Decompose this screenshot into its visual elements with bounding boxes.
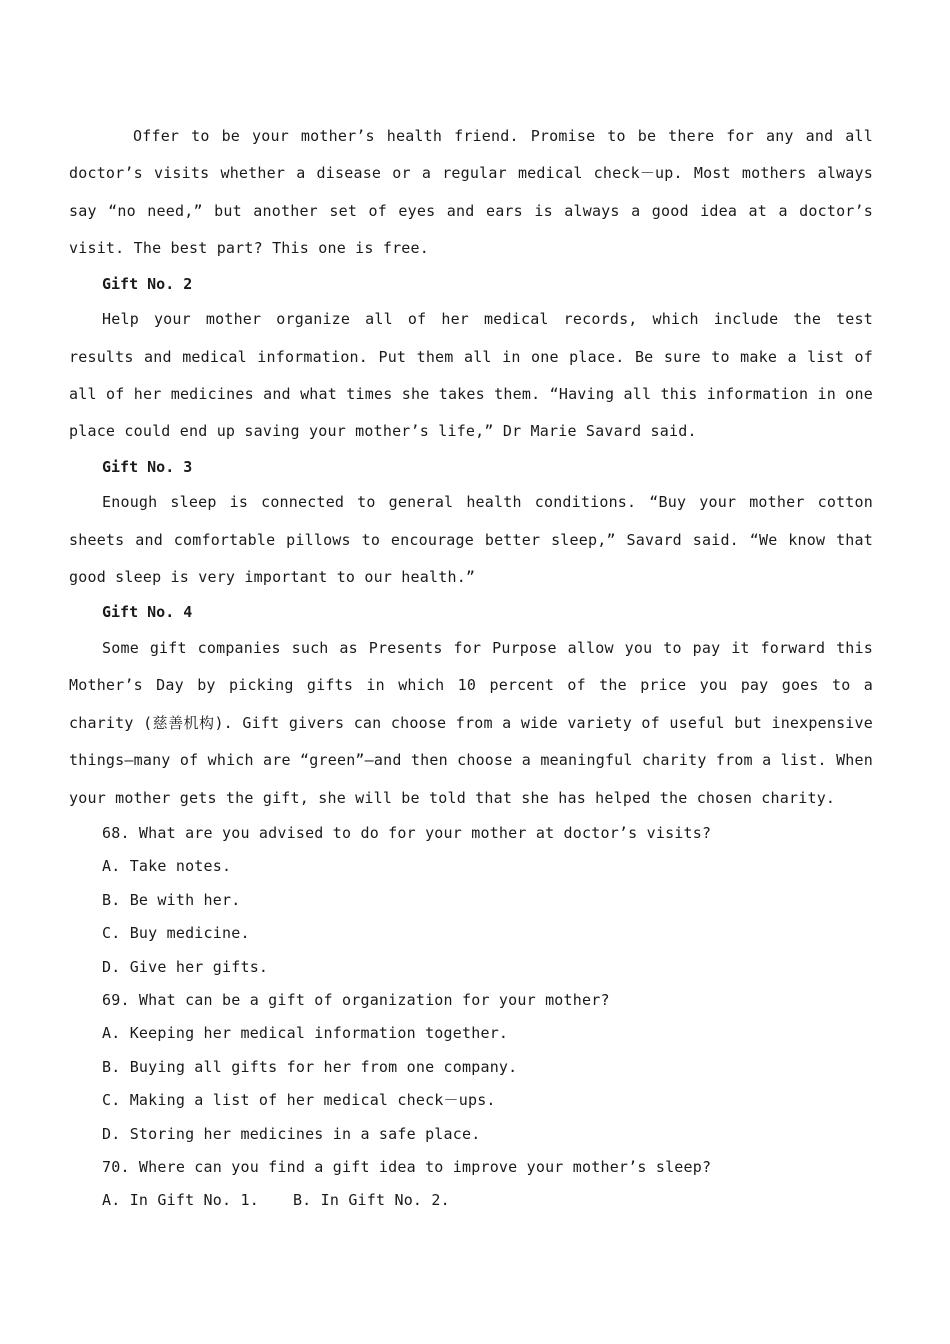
option-c: C. Making a list of her medical check－ups. xyxy=(102,1091,496,1110)
gift3-heading: Gift No. 3 xyxy=(102,457,193,476)
gift3-paragraph: Enough sleep is connected to general health conditions. “Buy your mother cotton sheets and comfortable pillows to encourage better sleep,” Savard said. “We know that good sleep is very important to our health.” xyxy=(69,493,873,587)
question-69 xyxy=(69,984,873,1151)
question-stem: 69. What can be a gift of organization for your mother? xyxy=(102,991,610,1010)
option-b: B. Be with her. xyxy=(102,890,241,909)
question-68 xyxy=(69,817,873,984)
option-a: A. Keeping her medical information together. xyxy=(102,1024,509,1043)
gift1-paragraph: Offer to be your mother’s health friend. Promise to be there for any and all doctor’s visits whether a disease or a regular medical check－up. Most mothers always say “no need,” but another set of eyes and ears is always a good idea at a doctor’s visit. The best part? This one is free. xyxy=(69,127,873,258)
option-d: D. Give her gifts. xyxy=(102,957,269,976)
gift4-paragraph: Some gift companies such as Presents for Purpose allow you to pay it forward this Mother’s Day by picking gifts in which 10 percent of the price you pay goes to a charity (慈善机构). Gift givers can choose from a wide variety of useful but inexpensive things—many of which are “green”—and then choose a meaningful charity from a list. When your mother gets the gift, she will be told that she has helped the chosen charity. xyxy=(69,638,873,807)
option-c: C. Buy medicine. xyxy=(102,924,250,943)
options-row xyxy=(69,1184,873,1217)
question-stem: 70. Where can you find a gift idea to improve your mother’s sleep? xyxy=(102,1158,712,1177)
question-stem: 68. What are you advised to do for your mother at doctor’s visits? xyxy=(102,824,712,842)
option-d: D. Storing her medicines in a safe place. xyxy=(102,1124,481,1143)
option-b: B. Buying all gifts for her from one company. xyxy=(102,1057,518,1076)
option-a: A. Take notes. xyxy=(102,857,232,876)
option-b: B. In Gift No. 2. xyxy=(292,1191,450,1210)
gift2-paragraph: Help your mother organize all of her medical records, which include the test results and medical information. Put them all in one place. Be sure to make a list of all of her medicines and what times she takes them. “Having all this information in one place could end up saving your mother’s life,” Dr Marie Savard said. xyxy=(69,310,873,441)
option-a: A. In Gift No. 1. xyxy=(102,1191,259,1210)
gift4-heading: Gift No. 4 xyxy=(102,603,193,622)
question-70 xyxy=(69,1151,873,1218)
document-page xyxy=(69,118,873,1218)
gift2-heading: Gift No. 2 xyxy=(102,274,193,293)
